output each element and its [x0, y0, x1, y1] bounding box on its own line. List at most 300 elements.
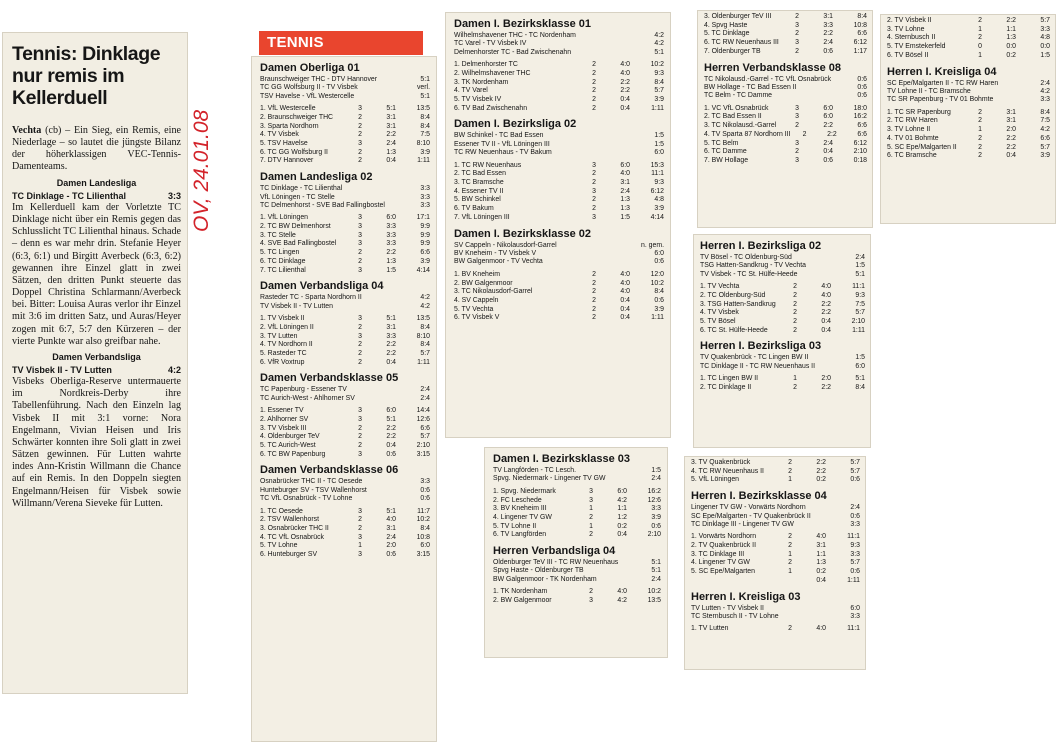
team-name: 5. SC Epe/Malgarten II	[887, 143, 957, 151]
team-name: 1. Vorwärts Nordhorn	[691, 533, 757, 541]
games-played: 3	[358, 140, 362, 148]
games-played: 2	[788, 459, 792, 466]
games-played: 2	[795, 47, 799, 55]
team-name: 2. TC Bad Essen	[454, 170, 506, 178]
team-name: 4. TV Varel	[454, 87, 488, 95]
games-played: 2	[592, 96, 596, 104]
standings-row	[887, 117, 1050, 126]
team-name: 2. TC RW Haren	[887, 117, 938, 125]
points: 2:2	[823, 30, 833, 38]
match-result	[493, 576, 661, 584]
column-clipping-4	[697, 10, 873, 228]
team-name: 5. Rasteder TC	[260, 349, 307, 357]
team-name: 6. VfR Voxtrup	[260, 358, 305, 366]
matches-diff: 4:14	[416, 266, 430, 274]
games-played: 2	[589, 531, 593, 539]
standings-row	[260, 542, 430, 551]
match-result	[454, 132, 664, 140]
games-played: 1	[978, 51, 982, 59]
points: 2:4	[823, 139, 833, 147]
matches-diff: 9:3	[850, 542, 860, 550]
points: 1:1	[816, 550, 826, 558]
points: 0:2	[816, 568, 826, 576]
team-name: 4. TV Visbek	[700, 309, 739, 317]
match-pairing: BW Hollage - TC Bad Essen II	[704, 83, 797, 91]
score-line-2-label: TV Visbek II - TV Lutten	[12, 364, 112, 375]
team-name: 1. TC Lingen BW II	[700, 375, 759, 383]
standings-row	[260, 214, 430, 223]
match-score: 5:1	[654, 48, 664, 56]
points: 0:6	[386, 551, 396, 559]
match-pairing: BW Galgenmoor - TV Vechta	[454, 258, 543, 266]
match-pairing: TC Varel - TV Visbek IV	[454, 40, 527, 48]
standings-row	[704, 140, 867, 149]
league-section	[493, 453, 661, 540]
standings-row	[887, 144, 1050, 153]
team-name: 3. TK Nordenham	[454, 78, 509, 86]
standings-row	[454, 96, 664, 105]
games-played: 3	[795, 104, 799, 112]
games-played: 3	[358, 223, 362, 231]
standings-row	[704, 22, 867, 31]
match-pairing: TC Belm - TC Damme	[704, 92, 773, 100]
standings-row	[691, 577, 860, 586]
matches-diff: 9:9	[420, 231, 430, 239]
league-title: Herren I. Bezirksklasse 04	[691, 490, 827, 503]
team-name: 1. Spvg. Niedermark	[493, 487, 556, 495]
column-clipping-3	[484, 447, 668, 658]
match-result	[260, 386, 430, 394]
standings-row	[454, 188, 664, 197]
match-score: 2:4	[420, 386, 430, 394]
points: 3:1	[823, 13, 833, 20]
matches-diff: 1:11	[651, 314, 664, 322]
points: 3:3	[386, 223, 396, 231]
team-name: 1. TC SR Papenburg	[887, 108, 951, 116]
points: 1:3	[620, 205, 630, 213]
points: 0:4	[620, 305, 630, 313]
team-name: 3. TC Nikolausd.-Garrel	[704, 122, 777, 130]
team-name: 2. VfL Löningen II	[260, 323, 314, 331]
standings-row	[454, 162, 664, 171]
matches-diff: 3:9	[654, 96, 664, 104]
match-result	[691, 504, 860, 512]
match-result	[454, 149, 664, 157]
league-title: Damen Oberliga 01	[260, 62, 360, 74]
games-played: 3	[592, 213, 596, 221]
standings-row	[260, 249, 430, 258]
column-clipping-6	[684, 456, 866, 670]
matches-diff: 12:0	[650, 270, 664, 278]
team-name: 3. TSG Hatten-Sandkrug	[700, 300, 776, 308]
match-result	[260, 185, 430, 193]
match-pairing: TV Langförden - TC Lesch.	[493, 467, 576, 474]
match-pairing: Spvg. Niedermark - Lingener TV GW	[493, 475, 606, 483]
match-result	[260, 303, 430, 311]
standings-row	[887, 52, 1050, 61]
team-name: 2. TSV Wallenhorst	[260, 516, 319, 524]
points: 0:0	[1006, 43, 1016, 51]
matches-diff: 8:4	[420, 122, 430, 130]
match-pairing: SC Epe/Malgarten II - TC RW Haren	[887, 79, 999, 87]
games-played: 3	[358, 266, 362, 274]
match-pairing: Essener TV II - VfL Löningen III	[454, 140, 550, 148]
games-played: 2	[358, 341, 362, 349]
points: 5:1	[386, 315, 396, 323]
standings-row	[260, 516, 430, 525]
matches-diff: 3:9	[1040, 152, 1050, 160]
match-score: 2:4	[651, 475, 661, 483]
match-result	[454, 40, 664, 48]
matches-diff: 10:2	[647, 588, 661, 596]
games-played: 3	[358, 315, 362, 323]
points: 2:2	[386, 249, 396, 257]
match-pairing: Rasteder TC - Sparta Nordhorn II	[260, 294, 362, 302]
points: 2:2	[821, 300, 831, 308]
matches-diff: 5:1	[855, 375, 865, 383]
points: 2:2	[386, 349, 396, 357]
games-played: 2	[358, 424, 362, 432]
standings-row	[700, 283, 865, 292]
standings-row	[493, 505, 661, 514]
standings-row	[493, 597, 661, 606]
match-score: 4:2	[420, 302, 430, 310]
matches-diff: 7:5	[1040, 117, 1050, 125]
points: 3:3	[386, 240, 396, 248]
games-played: 2	[793, 300, 797, 308]
match-result	[260, 294, 430, 302]
match-score: 4:2	[420, 294, 430, 302]
match-score: 5:1	[855, 270, 865, 278]
standings-row	[260, 267, 430, 276]
standings-row	[260, 315, 430, 324]
match-score: 1:5	[855, 262, 865, 270]
matches-diff: 10:2	[650, 279, 664, 287]
match-result	[260, 76, 430, 84]
team-name: 5. TV Vechta	[454, 305, 494, 313]
league-section	[691, 459, 860, 485]
games-played: 2	[358, 524, 362, 532]
matches-diff: 4:8	[654, 196, 664, 204]
matches-diff: 5:7	[850, 467, 860, 475]
matches-diff: 13:5	[416, 105, 430, 113]
match-score: 3:3	[1040, 96, 1050, 104]
matches-diff: 1:5	[1040, 51, 1050, 59]
team-name: 3. TV Lutten	[260, 332, 298, 340]
team-name: 2. Ahlhorner SV	[260, 415, 309, 423]
games-played: 1	[788, 568, 792, 576]
match-result	[700, 254, 865, 262]
matches-diff: 3:3	[651, 505, 661, 513]
standings-row	[260, 258, 430, 267]
team-name: 3. TV Lohne	[887, 25, 925, 33]
points: 0:4	[620, 296, 630, 304]
games-played: 3	[795, 156, 799, 164]
match-pairing: SC Epe/Malgarten - TV Quakenbrück II	[691, 512, 811, 520]
match-pairing: Oldenburger TeV III - TC RW Neuenhaus	[493, 559, 619, 567]
match-score: 1:5	[651, 467, 661, 474]
games-played: 2	[358, 157, 362, 165]
matches-diff: 11:1	[847, 625, 860, 633]
games-played: 2	[795, 148, 799, 156]
standings-row	[704, 148, 867, 157]
points: 0:4	[386, 157, 396, 165]
standings-row	[260, 149, 430, 158]
league-section	[691, 490, 860, 585]
games-played: 2	[358, 257, 362, 265]
games-played: 2	[793, 309, 797, 317]
points: 2:4	[386, 140, 396, 148]
league-section	[260, 171, 430, 275]
match-score: 3:3	[420, 193, 430, 201]
matches-diff: 3:3	[850, 550, 860, 558]
standings-row	[493, 588, 661, 597]
match-result	[454, 242, 664, 250]
match-pairing: TC VfL Osnabrück - TV Lohne	[260, 495, 353, 503]
league-title: Damen I. Bezirksklasse 02	[454, 227, 591, 240]
points: 2:2	[386, 424, 396, 432]
standings-row	[260, 114, 430, 123]
match-pairing: BV Kneheim - TV Visbek V	[454, 249, 537, 257]
team-name: 4. Sternbusch II	[887, 34, 936, 42]
match-pairing: TC Nikolausd.-Garrel - TC VfL Osnabrück	[704, 75, 832, 83]
matches-diff: 3:9	[651, 513, 661, 521]
games-played: 3	[358, 450, 362, 458]
standings-row	[454, 214, 664, 223]
matches-diff: 0:0	[1040, 43, 1050, 51]
games-played: 2	[592, 170, 596, 178]
matches-diff: 6:6	[420, 249, 430, 257]
standings-row	[704, 48, 867, 57]
team-name: 6. TC RW Neuenhaus III	[704, 39, 779, 47]
games-played: 2	[978, 108, 982, 116]
match-result	[704, 92, 867, 100]
matches-diff: 6:6	[857, 130, 867, 138]
matches-diff: 10:8	[853, 21, 867, 29]
league-section	[700, 240, 865, 335]
team-name: 7. Oldenburger TB	[704, 47, 761, 55]
standings-row	[260, 232, 430, 241]
points: 3:1	[386, 113, 396, 121]
match-result	[260, 487, 430, 495]
team-name: 2. TV Visbek II	[887, 17, 932, 24]
team-name: 1. VfL Westercelle	[260, 105, 316, 113]
matches-diff: 1:11	[651, 104, 664, 112]
matches-diff: 12:6	[647, 496, 661, 504]
match-pairing: TV Quakenbrück - TC Lingen BW II	[700, 354, 809, 362]
match-score: 0:6	[857, 83, 867, 91]
match-score: 3:3	[850, 612, 860, 620]
games-played: 2	[795, 30, 799, 38]
points: 2:0	[386, 542, 396, 550]
standings-row	[887, 126, 1050, 135]
matches-diff: 5:7	[420, 433, 430, 441]
standings-row	[260, 407, 430, 416]
match-pairing: TV Bösel - TC Oldenburg-Süd	[700, 254, 792, 261]
standings-row	[700, 318, 865, 327]
points: 1:3	[1006, 34, 1016, 42]
points: 2:2	[821, 383, 831, 391]
matches-diff: 16:2	[647, 487, 661, 495]
team-name: 7. VfL Löningen III	[454, 213, 510, 221]
match-result	[691, 521, 860, 529]
match-pairing: BW Schinkel - TC Bad Essen	[454, 132, 544, 140]
points: 4:2	[617, 596, 627, 604]
match-result	[887, 88, 1050, 96]
standings-row	[260, 324, 430, 333]
team-name: 5. SC Epe/Malgarten	[691, 568, 755, 576]
team-name: 3. Osnabrücker THC II	[260, 524, 329, 532]
matches-diff: 6:12	[853, 39, 867, 47]
standings-row	[691, 459, 860, 468]
games-played: 2	[592, 69, 596, 77]
games-played: 1	[589, 505, 593, 513]
matches-diff: 17:1	[416, 214, 430, 222]
games-played: 3	[358, 240, 362, 248]
matches-diff: 14:4	[416, 407, 430, 415]
standings-row	[493, 531, 661, 540]
points: 2:0	[1006, 126, 1016, 134]
points: 4:0	[620, 270, 630, 278]
points: 2:2	[386, 433, 396, 441]
matches-diff: 12:6	[416, 415, 430, 423]
team-name: 3. Sparta Nordhorn	[260, 122, 319, 130]
games-played: 3	[358, 533, 362, 541]
match-pairing: TC Dinklage II - TC RW Neuenhaus II	[700, 362, 816, 370]
matches-diff: 9:9	[420, 240, 430, 248]
standings-row	[887, 34, 1050, 43]
league-section	[493, 545, 661, 606]
match-result	[691, 605, 860, 613]
matches-diff: 4:8	[1040, 34, 1050, 42]
points: 2:4	[386, 533, 396, 541]
match-score: 1:5	[654, 132, 664, 140]
match-score: 0:6	[850, 512, 860, 520]
team-name: 5. TV Emstekerfeld	[887, 43, 946, 51]
points: 4:0	[821, 283, 831, 291]
team-name: 7. BW Hollage	[704, 156, 749, 164]
points: 2:2	[821, 309, 831, 317]
standings-row	[260, 534, 430, 543]
match-pairing: TC SR Papenburg - TV 01 Bohmte	[887, 96, 994, 104]
matches-diff: 5:7	[850, 459, 860, 466]
points: 2:2	[816, 467, 826, 475]
team-name: 6. TC Dinklage	[260, 257, 306, 265]
match-pairing: TC Delmenhorst - SVE Bad Fallingbostel	[260, 201, 385, 209]
points: 2:2	[386, 341, 396, 349]
team-name: 2. TC Dinklage II	[700, 383, 752, 391]
standings-row	[700, 384, 865, 393]
match-pairing: Lingener TV GW - Vorwärts Nordhorn	[691, 504, 806, 512]
match-pairing: TSV Havelse - VfL Westercelle	[260, 92, 355, 100]
match-score: 3:3	[420, 478, 430, 486]
games-played: 2	[793, 291, 797, 299]
games-played: 3	[358, 214, 362, 222]
standings-row	[454, 170, 664, 179]
article-body	[12, 125, 181, 510]
points: 3:1	[1006, 117, 1016, 125]
standings-row	[887, 43, 1050, 52]
team-name: 4. TV Nordhorn II	[260, 341, 313, 349]
matches-diff: 5:7	[1040, 17, 1050, 24]
points: 6:0	[823, 104, 833, 112]
standings-row	[454, 271, 664, 280]
points: 0:6	[823, 47, 833, 55]
points: 5:1	[386, 507, 396, 515]
matches-diff: 6:6	[857, 30, 867, 38]
match-score: 4:2	[654, 40, 664, 48]
games-played: 2	[358, 148, 362, 156]
games-played: 3	[795, 39, 799, 47]
match-pairing: TC Papenburg - Essener TV	[260, 386, 347, 394]
match-score: 0:6	[654, 258, 664, 266]
article-headline: Tennis: Dinklage nur remis im Kellerduell	[12, 43, 161, 109]
match-result	[260, 495, 430, 503]
standings-row	[493, 523, 661, 532]
points: 0:4	[823, 148, 833, 156]
standings-row	[454, 179, 664, 188]
games-played: 2	[358, 349, 362, 357]
match-result	[260, 202, 430, 210]
match-score: 3:3	[420, 201, 430, 209]
standings-row	[887, 152, 1050, 161]
matches-diff: 10:8	[416, 533, 430, 541]
standings-row	[691, 542, 860, 551]
league-title: Damen I. Bezirksklasse 03	[493, 453, 630, 465]
team-name: 3. TC Bramsche	[454, 179, 504, 187]
team-name: 4. TV Sparta 87 Nordhorn III	[704, 130, 791, 138]
team-name: 2. TC BW Delmenhorst	[260, 223, 331, 231]
team-name: 4. SV Cappeln	[454, 296, 499, 304]
points: 2:2	[1006, 17, 1016, 24]
team-name: 5. TV Bösel	[700, 318, 736, 326]
matches-diff: 0:6	[850, 476, 860, 484]
standings-row	[260, 131, 430, 140]
points: 4:0	[617, 588, 627, 596]
points: 4:0	[620, 279, 630, 287]
standings-row	[454, 87, 664, 96]
article-intro	[12, 125, 181, 174]
matches-diff: 8:10	[416, 332, 430, 340]
points: 0:4	[1006, 152, 1016, 160]
matches-diff: 11:1	[651, 170, 664, 178]
games-played: 2	[592, 279, 596, 287]
team-name: 5. TV Lohne	[260, 542, 298, 550]
points: 4:0	[620, 69, 630, 77]
points: 0:4	[617, 531, 627, 539]
team-name: 6. Hunteburger SV	[260, 551, 318, 559]
matches-diff: 13:5	[647, 596, 661, 604]
points: 2:2	[827, 130, 837, 138]
matches-diff: 0:18	[853, 156, 867, 164]
match-score: 4:2	[654, 32, 664, 39]
match-result	[691, 513, 860, 521]
league-title: Herren I. Bezirksliga 03	[700, 340, 822, 353]
points: 0:4	[620, 104, 630, 112]
team-name: 4. Lingener TV GW	[493, 513, 552, 521]
points: 1:3	[620, 196, 630, 204]
handwritten-dateline: OV, 24.01.08	[190, 109, 213, 232]
games-played: 2	[788, 559, 792, 567]
league-title: Damen Landesliga 02	[260, 171, 373, 184]
matches-diff: 6:6	[857, 122, 867, 130]
points: 4:2	[617, 496, 627, 504]
standings-row	[704, 131, 867, 140]
standings-row	[260, 333, 430, 342]
team-name: 4. Lingener TV GW	[691, 559, 750, 567]
matches-diff: 9:3	[855, 291, 865, 299]
match-pairing: Osnabrücker THC II - TC Oesede	[260, 478, 363, 486]
